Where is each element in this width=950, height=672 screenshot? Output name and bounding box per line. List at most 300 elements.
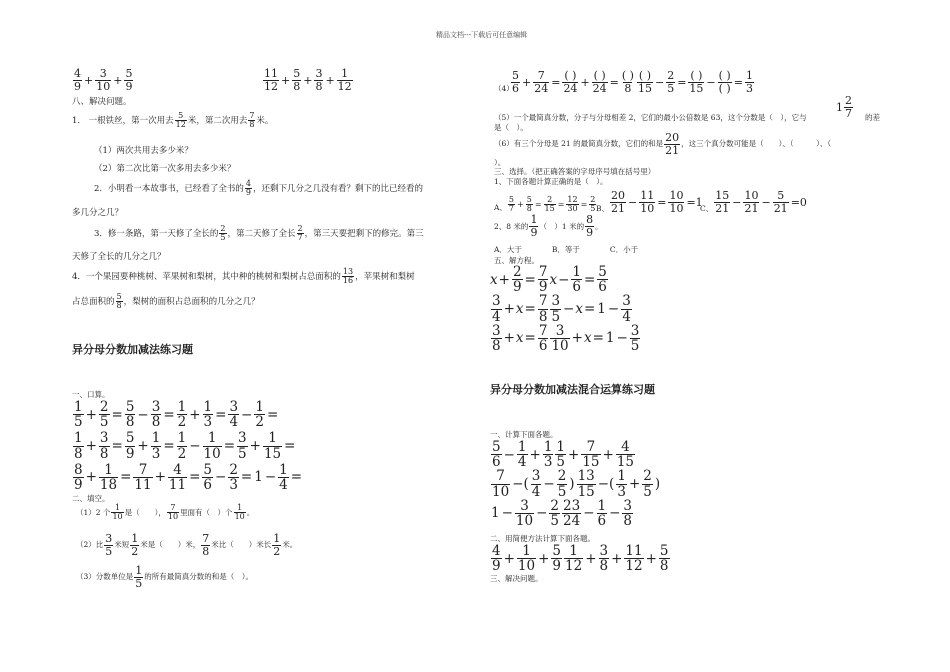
numerator: ( ) — [718, 69, 731, 82]
problem-2-line2: 多几分之几？ — [72, 208, 124, 218]
calc-row — [490, 469, 661, 498]
denominator: 6 — [572, 279, 581, 296]
fraction — [292, 68, 301, 92]
problem-4-line2 — [72, 293, 260, 311]
denominator: 9 — [512, 279, 522, 296]
calc-row — [490, 499, 661, 528]
select-2 — [494, 214, 603, 238]
fill-3-b: 的所有最简真分数的和是（ ）。 — [144, 572, 254, 582]
fraction — [533, 70, 549, 94]
equation-row — [490, 294, 641, 323]
fraction — [491, 544, 502, 573]
fraction — [571, 265, 582, 294]
fraction — [219, 225, 226, 243]
numerator: 3 — [105, 532, 113, 545]
numerator: 3 — [555, 322, 565, 339]
p4-post: ，苹果树和梨树 — [355, 271, 415, 282]
fraction — [272, 533, 281, 557]
operator: = — [583, 301, 596, 318]
option-b-label: B、 — [596, 203, 610, 213]
denominator: 5 — [74, 414, 83, 431]
operator: = — [524, 271, 536, 288]
numerator: 11 — [264, 67, 278, 80]
denominator: 8 — [99, 445, 109, 462]
title-mixed-operations: 异分母分数加减法混合运算练习题 — [490, 383, 655, 396]
fraction — [622, 499, 633, 528]
numerator: 20 — [611, 189, 626, 202]
fraction — [491, 440, 502, 469]
numerator: 5 — [293, 67, 301, 80]
calc-expression — [490, 469, 576, 498]
numerator: 2 — [590, 195, 596, 204]
fraction — [577, 469, 596, 498]
easy-title: 二、用简便方法计算下面各题。 — [490, 534, 595, 543]
variable: x — [490, 271, 498, 288]
denominator: 18 — [99, 476, 118, 493]
oral-expression — [72, 400, 124, 429]
denominator: 12 — [625, 558, 643, 575]
fraction — [202, 463, 213, 492]
denominator: 9 — [74, 476, 83, 493]
oral-expression — [201, 463, 253, 492]
fraction — [666, 70, 675, 94]
fraction — [73, 431, 84, 460]
denominator: 4 — [492, 308, 501, 325]
q6-b: ，这三个真分数可能是（ ）、（ ）、（ — [681, 139, 832, 149]
fraction — [517, 544, 536, 573]
select-2-frac-1 — [528, 214, 539, 238]
variable: x — [515, 301, 524, 318]
numerator: 4 — [74, 67, 81, 80]
oral-expression — [176, 431, 236, 460]
numerator: 7 — [170, 503, 176, 512]
fraction — [515, 499, 534, 528]
numerator: 1 — [556, 439, 565, 455]
p2-frac — [244, 180, 253, 198]
fraction — [491, 294, 502, 323]
numerator: ( ) — [690, 69, 703, 82]
p3-frac-2 — [296, 225, 305, 243]
solve-title: 三、解决问题。 — [490, 574, 543, 583]
numerator: 2 — [643, 468, 652, 485]
denominator: 8 — [659, 558, 669, 575]
operator: 1 — [491, 505, 500, 522]
operator: =0 — [790, 195, 807, 209]
fill-title: 二、填空。 — [72, 494, 110, 503]
calc-title: 一、计算下面各题。 — [490, 430, 558, 439]
numerator: 1 — [597, 497, 607, 514]
numerator: 1 — [135, 564, 143, 577]
numerator: 1 — [104, 461, 113, 478]
numerator: 5 — [552, 543, 561, 559]
numerator: 1 — [114, 503, 121, 512]
denominator: 21 — [611, 201, 626, 215]
denominator: 12 — [565, 558, 583, 575]
fraction — [133, 463, 152, 492]
operator: − — [706, 75, 716, 89]
option-a-expr — [507, 187, 597, 214]
operator: + — [249, 438, 261, 455]
option-c-label: C、 — [700, 203, 714, 213]
operator: − — [137, 406, 149, 423]
numerator: 8 — [586, 213, 594, 226]
denominator: 5 — [630, 337, 640, 354]
operator: − — [558, 271, 570, 288]
select-2-b: （ ）1 米的 — [539, 221, 585, 231]
operator: + — [498, 271, 510, 288]
operator: − — [501, 505, 513, 522]
numerator: 5 — [125, 430, 135, 447]
denominator: 3 — [745, 81, 753, 95]
operator: = — [111, 438, 123, 455]
numerator: 3 — [315, 67, 323, 80]
expression — [72, 68, 134, 92]
denominator: 5 — [643, 483, 652, 500]
numerator: 10 — [744, 189, 759, 202]
denominator: 21 — [715, 201, 730, 215]
denominator: 8 — [315, 79, 323, 93]
fraction — [531, 469, 542, 498]
denominator: 6 — [512, 81, 519, 95]
operator: = — [111, 406, 123, 423]
operator: + — [602, 446, 614, 463]
operator: = — [609, 75, 619, 89]
numerator: 2 — [512, 264, 522, 280]
fraction — [585, 214, 594, 238]
fill-3-frac — [133, 565, 144, 589]
oral-expression — [72, 463, 132, 492]
numerator: 2 — [99, 399, 109, 415]
option-b — [596, 184, 704, 214]
fraction — [526, 196, 533, 214]
operator: = — [534, 200, 542, 210]
denominator: 30 — [567, 204, 578, 214]
q6-a: （6）有三个分母是 21 的最简真分数，它们的和是 — [494, 139, 664, 149]
denominator: 5 — [551, 308, 561, 325]
operator: = — [290, 469, 303, 486]
denominator: 11 — [134, 476, 152, 493]
operator: = — [163, 438, 175, 455]
denominator: 9 — [538, 279, 548, 296]
mixed-fraction — [844, 95, 853, 119]
option-a — [494, 187, 597, 214]
numerator: 1 — [255, 399, 264, 415]
fraction — [73, 463, 84, 492]
q5-line2: 是（ ）。 — [494, 123, 528, 132]
p2-post: ，还剩下几分之几没有看？剩下的比已经看的 — [253, 183, 424, 194]
denominator: 10 — [517, 558, 536, 575]
fraction — [743, 190, 759, 214]
operator: = — [733, 75, 743, 89]
operator: = — [580, 200, 588, 210]
operator: − — [503, 446, 515, 463]
operator: + — [84, 73, 94, 87]
denominator: 4 — [622, 308, 631, 325]
denominator: ( ) — [718, 81, 731, 95]
operator: 1 — [605, 330, 615, 347]
denominator: 10 — [96, 79, 111, 93]
numerator: 5 — [116, 292, 122, 301]
numerator: 3 — [238, 430, 247, 447]
denominator: 24 — [534, 81, 549, 95]
fraction — [642, 469, 653, 498]
operator: 1 — [597, 301, 606, 318]
operator: 1 — [254, 469, 263, 486]
numerator: 3 — [622, 293, 631, 310]
option-c — [700, 184, 808, 214]
p1-post: 米。 — [256, 115, 274, 126]
fraction — [73, 68, 82, 92]
fraction — [621, 70, 635, 94]
denominator: 3 — [617, 483, 626, 500]
fill-1-frac-2 — [166, 504, 180, 522]
numerator: 7 — [537, 69, 545, 82]
fraction — [597, 265, 608, 294]
calc-row — [490, 440, 661, 469]
denominator: 9 — [74, 79, 81, 93]
variable: x — [515, 330, 524, 347]
numerator: 1 — [543, 439, 553, 455]
denominator: 5 — [99, 414, 109, 431]
oral-expression — [124, 431, 176, 460]
equation — [490, 265, 549, 294]
operator: = — [677, 75, 687, 89]
operator: = — [189, 469, 201, 486]
operator: + — [568, 446, 580, 463]
oral-row — [72, 400, 492, 429]
numerator: 7 — [538, 264, 548, 280]
operator: + — [503, 301, 515, 318]
fraction — [551, 544, 562, 573]
fill-2-frac-2 — [129, 533, 140, 557]
operator: = — [163, 406, 175, 423]
denominator: 6 — [598, 279, 607, 296]
denominator: 15 — [689, 81, 704, 95]
fraction — [491, 324, 502, 353]
denominator: 7 — [297, 233, 303, 243]
operator: + — [517, 200, 524, 210]
oral-expression — [72, 431, 124, 460]
operator: + — [580, 75, 590, 89]
fraction — [245, 180, 252, 198]
fraction — [538, 265, 549, 294]
fraction — [512, 265, 523, 294]
variable: x — [549, 271, 558, 288]
equation — [490, 324, 549, 353]
operator: −( — [597, 476, 615, 493]
fraction — [234, 504, 246, 522]
numerator: 1 — [74, 430, 83, 447]
problem-2 — [94, 180, 423, 198]
operator: + — [529, 446, 541, 463]
denominator: 2 — [177, 414, 187, 431]
oral-expression — [227, 400, 279, 429]
denominator: 9 — [125, 445, 135, 462]
equations — [490, 265, 641, 353]
operator: − — [264, 469, 277, 486]
expression — [507, 196, 597, 214]
oral-expression — [253, 463, 303, 492]
numerator: 1 — [268, 430, 277, 447]
numerator: 15 — [715, 189, 730, 202]
fraction — [99, 431, 110, 460]
denominator: 10 — [234, 512, 245, 522]
calc-expression — [576, 469, 662, 498]
problem-1 — [72, 112, 273, 130]
fraction — [167, 504, 179, 522]
operator: ) — [569, 476, 575, 493]
expr-left-b — [262, 62, 354, 92]
q6-frac — [663, 132, 681, 156]
numerator: 1 — [207, 430, 217, 447]
fraction — [562, 499, 581, 528]
fraction — [511, 70, 520, 94]
operator: − — [761, 195, 771, 209]
fraction — [203, 400, 214, 429]
fraction — [168, 463, 187, 492]
operator: + — [85, 438, 97, 455]
fraction — [130, 533, 139, 557]
select-title: 三、选择。（把正确答案的字母序号填在括号里） — [494, 167, 656, 176]
select-2-frac-2 — [584, 214, 595, 238]
denominator: 3 — [151, 445, 161, 462]
numerator: ( ) — [593, 69, 606, 82]
page-header: 精品文档---下载后可任意编辑 — [436, 31, 528, 39]
denominator: 8 — [249, 120, 255, 130]
denominator: 9 — [586, 225, 594, 239]
p1-pre: 1. 一根铁丝，第一次用去 — [72, 115, 174, 126]
numerator: 7 — [538, 322, 548, 339]
numerator: ( ) — [564, 69, 577, 82]
fraction — [564, 544, 583, 573]
numerator: 4 — [492, 543, 501, 559]
operator: + — [325, 73, 335, 87]
numerator: 4 — [173, 461, 182, 478]
fraction — [237, 431, 248, 460]
fraction — [543, 440, 554, 469]
numerator: 7 — [249, 111, 255, 120]
numerator: 1 — [237, 503, 243, 512]
denominator: 12 — [264, 79, 278, 93]
variable: x — [583, 330, 592, 347]
denominator: 5 — [220, 233, 226, 243]
denominator: 9 — [492, 558, 501, 575]
operator: = — [215, 406, 227, 423]
numerator: 5 — [203, 461, 212, 478]
fill-3-a: （3）分数单位是 — [76, 572, 134, 582]
numerator: 3 — [492, 293, 501, 310]
numerator: 20 — [665, 131, 680, 144]
p1-frac-2 — [247, 112, 256, 130]
fraction — [278, 463, 289, 492]
p4-line2-pre: 占总面积的 — [72, 296, 115, 307]
denominator: 4 — [517, 454, 527, 471]
fill-2-frac-3 — [200, 533, 211, 557]
operator: − — [189, 438, 201, 455]
denominator: 10 — [669, 201, 684, 215]
operator: + — [571, 330, 583, 347]
denominator: 8 — [526, 204, 532, 214]
problem-3-line2: 天修了全长的几分之几？ — [72, 252, 166, 262]
expression — [262, 68, 354, 92]
denominator: 2 — [255, 414, 264, 431]
fraction — [99, 463, 118, 492]
operator: + — [503, 330, 515, 347]
q6 — [494, 132, 831, 156]
denominator: 8 — [151, 414, 161, 431]
fraction — [228, 463, 239, 492]
denominator: 15 — [263, 445, 282, 462]
denominator: 12 — [175, 120, 186, 130]
option-b-expr — [609, 184, 704, 214]
fraction — [718, 70, 732, 94]
operator: = — [524, 330, 536, 347]
numerator: 12 — [567, 195, 578, 204]
equation — [490, 294, 549, 323]
operator: = — [592, 330, 604, 347]
fraction — [616, 469, 627, 498]
fraction — [550, 324, 569, 353]
oral-grid — [72, 400, 492, 494]
equations-title: 五、解方程。 — [494, 256, 539, 265]
q4-label: （4） — [494, 84, 514, 93]
numerator: 5 — [508, 195, 515, 204]
fraction — [581, 440, 600, 469]
operator: + — [538, 550, 550, 567]
fraction — [630, 324, 641, 353]
operator: + — [189, 406, 201, 423]
select-2-c: 。 — [595, 221, 603, 231]
fraction — [538, 324, 549, 353]
fraction — [557, 469, 568, 498]
denominator: 8 — [202, 544, 210, 558]
operator: − — [616, 330, 628, 347]
operator: = — [557, 200, 565, 210]
fill-2-d: 米比（ ）米长 — [211, 540, 272, 550]
denominator: 8 — [293, 79, 301, 93]
denominator: 6 — [538, 337, 548, 354]
fraction — [151, 400, 162, 429]
fraction — [562, 70, 578, 94]
numerator: 5 — [512, 69, 519, 82]
fraction — [104, 533, 113, 557]
fraction — [99, 400, 110, 429]
operator: + — [522, 75, 532, 89]
fill-1-d: 。 — [246, 507, 255, 517]
denominator: 8 — [538, 308, 548, 325]
denominator: 8 — [623, 512, 632, 529]
fraction — [508, 196, 515, 214]
numerator: 4 — [245, 179, 252, 188]
numerator: 5 — [492, 439, 501, 455]
denominator: 4 — [531, 483, 541, 500]
numerator: 7 — [202, 532, 210, 545]
fraction — [616, 440, 635, 469]
numerator: 3 — [599, 543, 609, 559]
mixed-whole: 1 — [836, 100, 843, 114]
fill-2-frac-4 — [271, 533, 282, 557]
numerator: 1 — [572, 264, 581, 280]
denominator: 5 — [238, 445, 247, 462]
fill-2 — [76, 533, 297, 557]
numerator: 1 — [522, 543, 531, 559]
operator: + — [303, 73, 313, 87]
numerator: 2 — [550, 497, 559, 514]
numerator: 7 — [538, 293, 548, 310]
section-8-title: 八、解决问题。 — [72, 97, 132, 107]
numerator: 3 — [630, 322, 640, 339]
numerator: 1 — [131, 532, 139, 545]
